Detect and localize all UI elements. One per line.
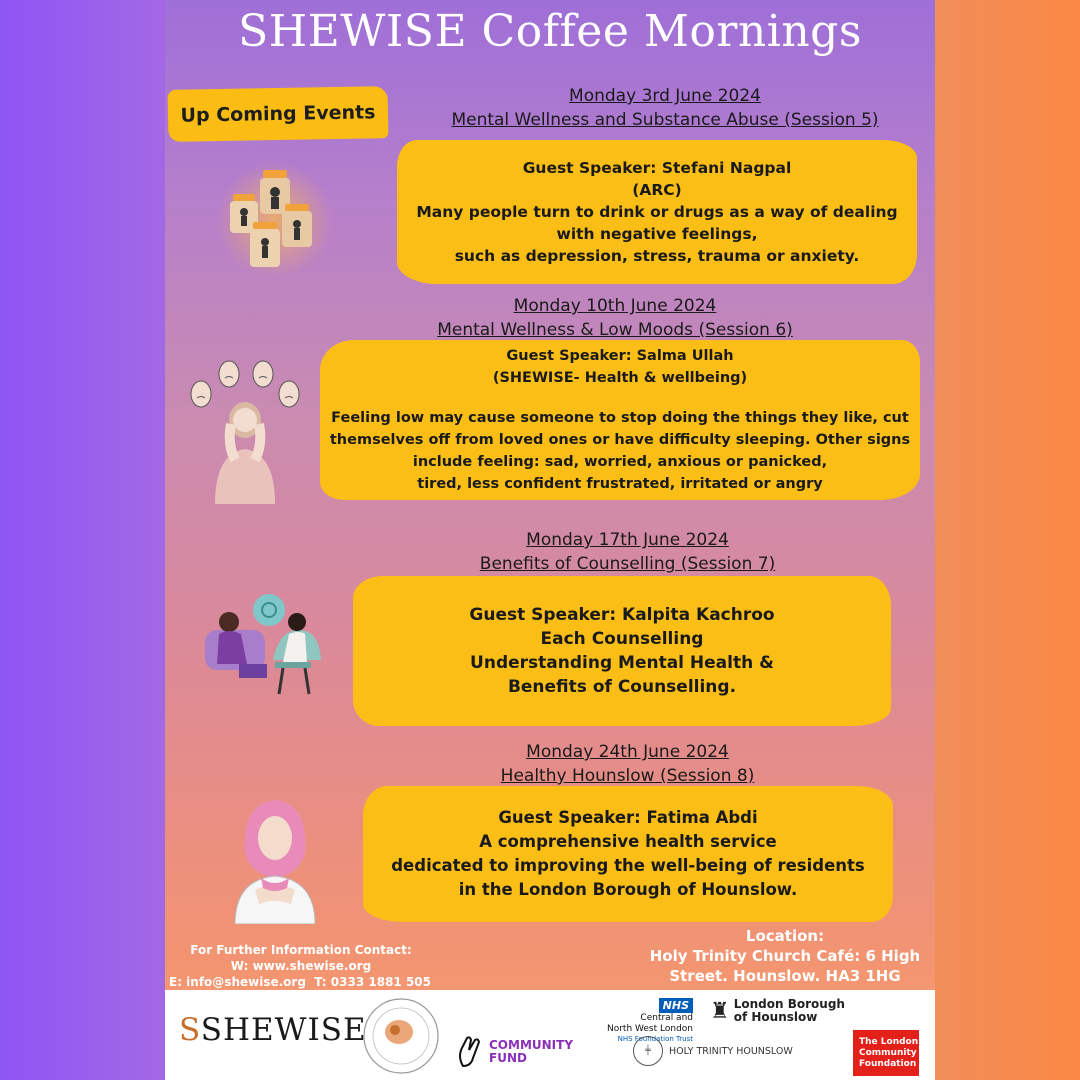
event-2-desc-line: tired, less confident frustrated, irritated or angry xyxy=(417,476,823,492)
holy-trinity-logo xyxy=(633,1036,793,1066)
counselling-session-icon xyxy=(199,590,329,700)
borough-crest-icon: ♜ xyxy=(710,998,730,1024)
event-1-desc-line: with negative feelings, xyxy=(556,225,758,243)
event-4-heading xyxy=(435,740,820,788)
holy-trinity-emblem-icon: ╪ xyxy=(633,1036,663,1066)
medicine-bottles-icon xyxy=(215,160,335,280)
event-4-desc-line: A comprehensive health service xyxy=(479,832,777,851)
event-1-date: Monday 3rd June 2024 xyxy=(569,86,761,106)
event-4-date: Monday 24th June 2024 xyxy=(526,742,729,762)
event-1-desc-line: Many people turn to drink or drugs as a way of dealing xyxy=(416,203,898,221)
event-3-desc-line: Benefits of Counselling. xyxy=(507,677,737,697)
contact-heading: For Further Information Contact: xyxy=(190,943,412,957)
event-2-organisation: (SHEWISE- Health & wellbeing) xyxy=(492,370,748,386)
poster xyxy=(165,0,935,1080)
event-2-heading xyxy=(395,294,835,342)
contact-phone[interactable]: T: 0333 1881 505 xyxy=(314,975,431,989)
event-2-desc-line: include feeling: sad, worried, anxious or panicked, xyxy=(412,454,828,470)
hounslow-line-1: London Borough xyxy=(733,997,845,1011)
event-4-desc-line: in the London Borough of Hounslow. xyxy=(458,880,798,899)
holy-trinity-text: HOLY TRINITY HOUNSLOW xyxy=(669,1045,793,1057)
event-3-date: Monday 17th June 2024 xyxy=(526,530,729,550)
event-2-desc-line: themselves off from loved ones or have difficulty sleeping. Other signs xyxy=(329,432,911,448)
tlcf-line-2: Community xyxy=(859,1047,917,1058)
contact-info xyxy=(165,942,437,990)
event-1-organisation: (ARC) xyxy=(632,181,682,199)
tlcf-line-3: Foundation xyxy=(859,1058,917,1069)
location-line-1: Holy Trinity Church Café: 6 High xyxy=(649,947,921,965)
event-3-card xyxy=(353,576,891,726)
community-fund-line-2: FUND xyxy=(489,1051,527,1065)
nhs-badge: NHS xyxy=(659,998,693,1013)
event-4-card xyxy=(363,786,893,922)
tlcf-line-1: The London xyxy=(859,1036,919,1047)
shewise-logo-text: SHEWISE xyxy=(200,1012,367,1048)
poster-title: SHEWISE Coffee Mornings xyxy=(238,6,862,57)
sponsor-logos-bar xyxy=(165,990,935,1080)
location-line-2: Street. Hounslow. HA3 1HG xyxy=(669,967,901,985)
event-1-topic: Mental Wellness and Substance Abuse (Session 5) xyxy=(451,110,879,130)
nhs-line-1: Central and xyxy=(640,1013,693,1023)
location-heading: Location: xyxy=(745,927,825,945)
event-2-date: Monday 10th June 2024 xyxy=(513,296,717,316)
event-2-desc-line: Feeling low may cause someone to stop doing the things they like, cut xyxy=(331,410,909,426)
event-3-speaker: Guest Speaker: Kalpita Kachroo xyxy=(469,605,775,625)
contact-email[interactable]: E: info@shewise.org xyxy=(169,975,306,989)
event-1-card xyxy=(397,140,917,284)
event-2-topic: Mental Wellness & Low Moods (Session 6) xyxy=(437,320,793,340)
event-1-speaker: Guest Speaker: Stefani Nagpal xyxy=(522,159,792,177)
nhs-line-2: North West London xyxy=(606,1024,693,1034)
contact-website[interactable]: W: www.shewise.org xyxy=(230,959,372,973)
sad-masks-person-icon xyxy=(185,354,305,504)
shewise-seal-icon xyxy=(361,996,441,1076)
hounslow-line-2: of Hounslow xyxy=(733,1010,818,1024)
hounslow-council-logo xyxy=(710,998,845,1024)
event-3-topic: Benefits of Counselling (Session 7) xyxy=(479,554,776,574)
event-3-organisation: Each Counselling xyxy=(540,629,704,649)
crossed-fingers-icon xyxy=(455,1036,485,1068)
event-4-speaker: Guest Speaker: Fatima Abdi xyxy=(498,808,758,827)
location-info xyxy=(635,926,935,986)
upcoming-events-label: Up Coming Events xyxy=(168,86,389,142)
shewise-logo: SSHEWISE xyxy=(179,1012,367,1048)
event-1-desc-line: such as depression, stress, trauma or anxiety. xyxy=(454,247,860,265)
event-2-speaker: Guest Speaker: Salma Ullah xyxy=(506,348,734,364)
nhs-line-3: NHS Foundation Trust xyxy=(617,1035,693,1043)
event-4-topic: Healthy Hounslow (Session 8) xyxy=(500,766,755,786)
london-community-foundation-logo xyxy=(853,1030,919,1076)
event-3-heading xyxy=(435,528,820,576)
event-2-card xyxy=(320,340,920,500)
event-4-desc-line: dedicated to improving the well-being of residents xyxy=(391,856,865,875)
doctor-hijab-icon xyxy=(225,794,325,924)
community-fund-line-1: COMMUNITY xyxy=(489,1038,574,1052)
event-3-desc-line: Understanding Mental Health & xyxy=(470,653,774,673)
event-1-heading xyxy=(430,84,900,132)
